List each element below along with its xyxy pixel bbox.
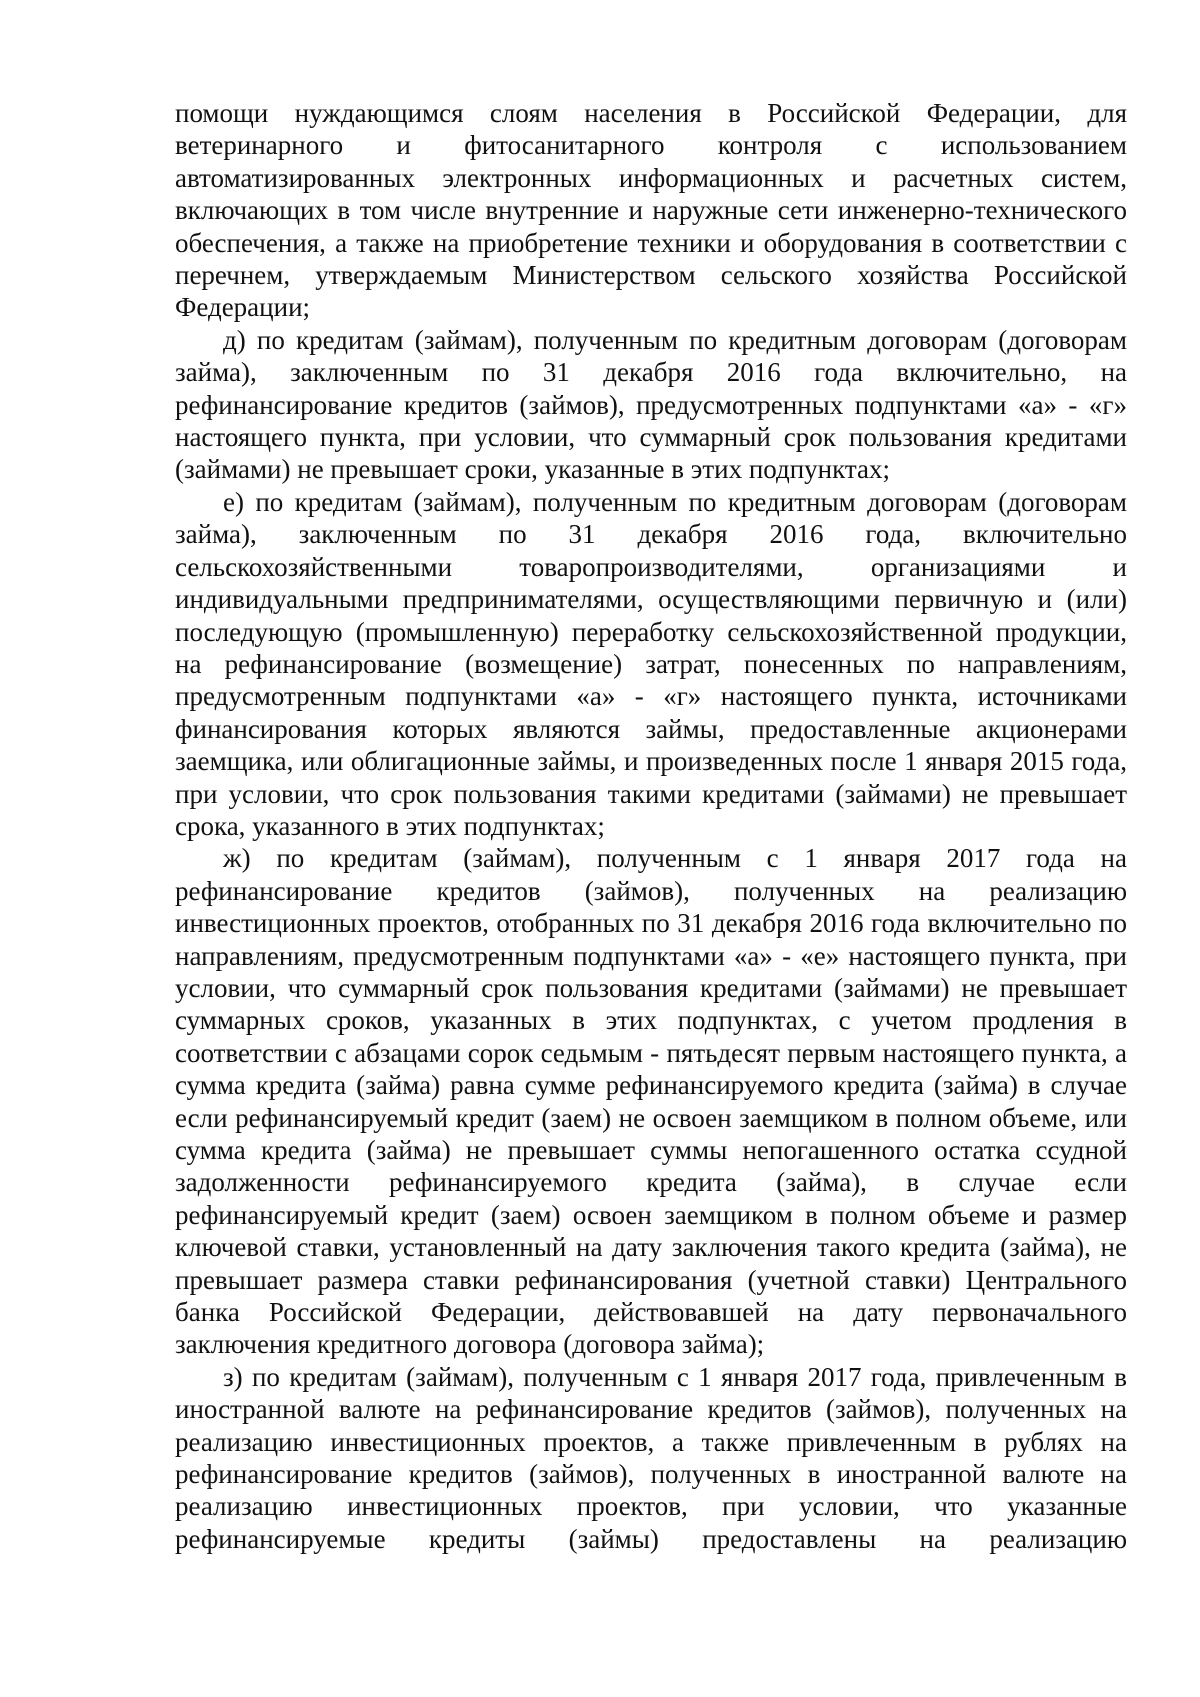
paragraph-item-e: е) по кредитам (займам), полученным по кредитным договорам (договорам займа), заключенным по 31 декабря 2016 года, включительно сельскохозяйственными товаропроизводителями, организациями и индивидуальными предпринимателями, осуществляющими первичную и (или) последующую (промышленную) переработку сельскохозяйственной продукции, на рефинансирование (возмещение) затрат, понесенных по направлениям, предусмотренным подпунктами «а» - «г» настоящего пункта, источниками финансирования которых являются займы, предоставленные акционерами заемщика, или облигационные займы, и произведенных после 1 января 2015 года, при условии, что срок пользования такими кредитами (займами) не превышает срока, указанного в этих подпунктах; xyxy=(175,486,1127,841)
paragraph-item-zh: ж) по кредитам (займам), полученным с 1 января 2017 года на рефинансирование кредитов (займов), полученных на реализацию инвестиционных проектов, отобранных по 31 декабря 2016 года включительно по направлениям, предусмотренным подпунктами «а» - «е» настоящего пункта, при условии, что суммарный срок пользования кредитами (займами) не превышает суммарных сроков, указанных в этих подпунктах, с учетом продления в соответствии с абзацами сорок седьмым - пятьдесят первым настоящего пункта, а сумма кредита (займа) равна сумме рефинансируемого кредита (займа) в случае если рефинансируемый кредит (заем) не освоен заемщиком в полном объеме, или сумма кредита (займа) не превышает суммы непогашенного остатка ссудной задолженности рефинансируемого кредита (займа), в случае если рефинансируемый кредит (заем) освоен заемщиком в полном объеме и размер ключевой ставки, установленный на дату заключения такого кредита (займа), не превышает размера ставки рефинансирования (учетной ставки) Центрального банка Российской Федерации, действовавшей на дату первоначального заключения кредитного договора (договора займа); xyxy=(175,843,1127,1360)
document-body xyxy=(175,97,1127,1555)
paragraph-continuation: помощи нуждающимся слоям населения в Российской Федерации, для ветеринарного и фитосанитарного контроля с использованием автоматизированных электронных информационных и расчетных систем, включающих в том числе внутренние и наружные сети инженерно-технического обеспечения, а также на приобретение техники и оборудования в соответствии с перечнем, утверждаемым Министерством сельского хозяйства Российской Федерации; xyxy=(175,98,1127,323)
paragraph-item-z: з) по кредитам (займам), полученным с 1 января 2017 года, привлеченным в иностранной валюте на рефинансирование кредитов (займов), полученных на реализацию инвестиционных проектов, а также привлеченным в рублях на рефинансирование кредитов (займов), полученных в иностранной валюте на реализацию инвестиционных проектов, при условии, что указанные рефинансируемые кредиты (займы) предоставлены на реализацию xyxy=(175,1361,1127,1554)
paragraph-item-d: д) по кредитам (займам), полученным по кредитным договорам (договорам займа), заключенным по 31 декабря 2016 года включительно, на рефинансирование кредитов (займов), предусмотренных подпунктами «а» - «г» настоящего пункта, при условии, что суммарный срок пользования кредитами (займами) не превышает сроки, указанные в этих подпунктах; xyxy=(175,324,1127,485)
